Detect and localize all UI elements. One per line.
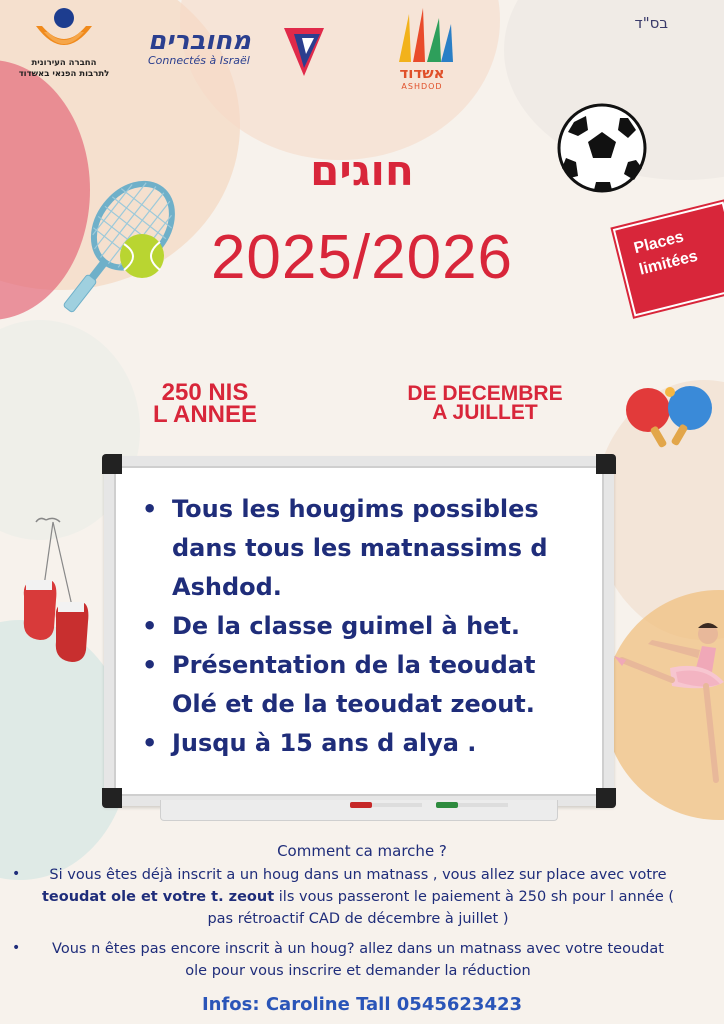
culture-logo-line2: לתרבות הפנאי באשדוד: [18, 69, 110, 79]
price-label: 250 NIS L ANNEE: [152, 379, 257, 428]
list-item: • Tous les hougims possibles dans tous les matnassims d Ashdod.: [172, 490, 584, 607]
green-marker-icon: [436, 802, 458, 808]
board-corner: [102, 454, 122, 474]
whiteboard: [104, 456, 614, 806]
municipal-culture-logo: [8, 6, 120, 80]
ashdod-sail-icon: [389, 6, 455, 64]
marker-body: [458, 803, 508, 807]
mehubarim-triangle-icon: [280, 24, 328, 80]
bullet: •: [12, 940, 21, 956]
places-limited-text: Places limitées: [632, 228, 700, 279]
board-corner: [596, 454, 616, 474]
list-item: • Présentation de la teoudat Olé et de la teoudat zeout.: [172, 646, 584, 724]
ping-pong-paddles-icon: [624, 384, 716, 454]
instruction-registered: [40, 864, 676, 930]
board-corner: [596, 788, 616, 808]
boxing-gloves-icon: [16, 516, 96, 666]
ashdod-logo-english: ASHDOD: [401, 82, 443, 91]
board-corner: [102, 788, 122, 808]
how-it-works-title: Comment ca marche ?: [277, 842, 447, 860]
red-marker-icon: [350, 802, 372, 808]
culture-logo-icon: [24, 6, 104, 58]
season-year: 2025/2026: [210, 223, 514, 292]
instruction-emphasis: teoudat ole et votre t. zeout: [41, 889, 275, 905]
mehubarim-logo-hebrew: מחוברים: [148, 26, 251, 56]
conditions-list: [114, 466, 604, 763]
culture-logo-line1: החברה העירונית: [31, 58, 97, 68]
list-item: • De la classe guimel à het.: [172, 607, 584, 646]
instruction-not-registered: Vous n êtes pas encore inscrit à un houg? allez dans un matnass avec votre teoudat ole pour vous inscrire et demander la réduction: [52, 941, 664, 979]
marker-body: [372, 803, 422, 807]
list-item: • Jusqu à 15 ans d alya .: [172, 724, 584, 763]
ashdod-logo-hebrew: אשדוד: [399, 64, 445, 82]
bsd-mark: בס"ד: [634, 14, 668, 32]
mehubarim-logo: [148, 26, 328, 67]
mehubarim-logo-tagline: Connectés à Israël: [148, 54, 250, 67]
instruction-text: ils vous passeront le paiement à 250 sh pour l année ( pas rétroactif CAD de décembre à juillet ): [207, 889, 675, 927]
page-title-hebrew: חוגים: [310, 146, 414, 195]
contact-info: Infos: Caroline Tall 0545623423: [201, 994, 523, 1015]
bullet: •: [12, 866, 21, 882]
ashdod-logo: [386, 6, 458, 91]
period-label: DE DECEMBRE A JUILLET: [407, 382, 563, 424]
instruction-text: Si vous êtes déjà inscrit a un houg dans un matnass , vous allez sur place avec votre: [49, 867, 667, 883]
ballerina-icon: [612, 620, 724, 790]
